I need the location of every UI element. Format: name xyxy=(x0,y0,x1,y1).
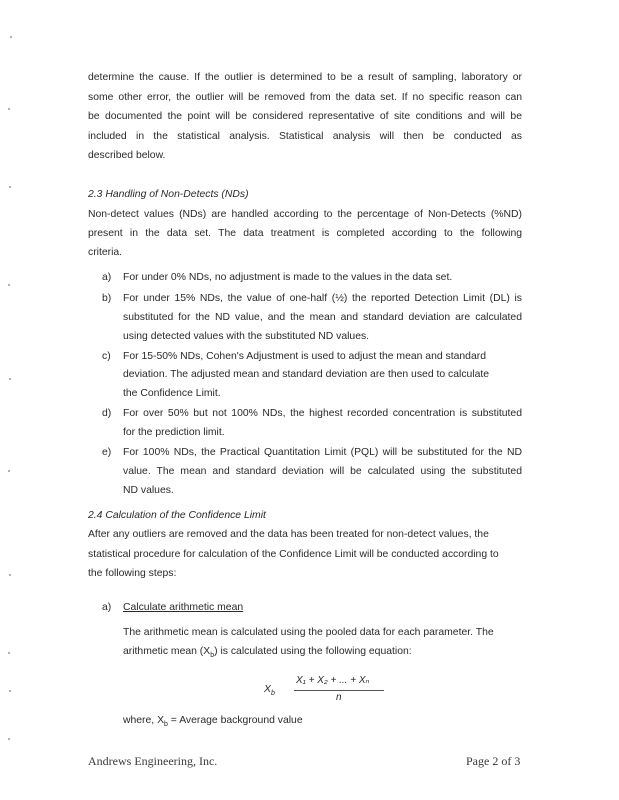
text-run: ) is calculated using the following equation: xyxy=(214,646,412,657)
footer-page-number: Page 2 of 3 xyxy=(466,754,521,768)
list-marker: e) xyxy=(102,447,112,458)
scan-artifact xyxy=(8,470,10,472)
section-heading: 2.4 Calculation of the Confidence Limit xyxy=(88,510,266,521)
list-item-line: using detected values with the substituted ND values. xyxy=(123,331,370,342)
paragraph-line: present in the data set. The data treatment is completed according to the following xyxy=(88,228,522,239)
equation-numerator: X₁ + X₂ + ... + Xₙ xyxy=(296,675,370,686)
paragraph-line: The arithmetic mean is calculated using the pooled data for each parameter. The xyxy=(123,627,494,638)
paragraph-line: be documented the point will be considered representative of site conditions and will be xyxy=(88,111,522,122)
list-item-line: For under 0% NDs, no adjustment is made to the values in the data set. xyxy=(123,272,453,283)
paragraph-line: some other error, the outlier will be removed from the data set. If no specific reason can xyxy=(88,92,522,103)
list-item-line: For 15-50% NDs, Cohen's Adjustment is used to adjust the mean and standard xyxy=(123,351,486,362)
list-item-line: substituted for the ND value, and the mean and standard deviation are calculated xyxy=(123,312,522,323)
text-run: = Average background value xyxy=(167,715,303,726)
text-run: where, X xyxy=(123,715,165,726)
list-item-line: deviation. The adjusted mean and standard deviation are then used to calculate xyxy=(123,369,490,380)
paragraph-line xyxy=(123,714,303,731)
equation-denominator: n xyxy=(336,692,342,703)
footer-company: Andrews Engineering, Inc. xyxy=(88,754,218,768)
list-item-line: value. The mean and standard deviation will be calculated using the substituted xyxy=(123,466,522,477)
scan-artifact xyxy=(9,378,11,380)
scan-artifact xyxy=(8,738,10,740)
list-marker: a) xyxy=(102,272,112,283)
paragraph-line: After any outliers are removed and the data has been treated for non-detect values, the xyxy=(88,529,489,540)
scan-artifact xyxy=(8,284,10,286)
scan-artifact xyxy=(9,690,11,692)
list-item-line: ND values. xyxy=(123,485,174,496)
paragraph-line: statistical procedure for calculation of the Confidence Limit will be conducted according to xyxy=(88,549,499,560)
list-marker: a) xyxy=(102,602,112,613)
scan-artifact xyxy=(9,186,11,188)
subscript: b xyxy=(210,652,215,660)
text-run: arithmetic mean (X xyxy=(123,646,211,657)
paragraph-line: the following steps: xyxy=(88,568,177,579)
list-marker: b) xyxy=(102,293,112,304)
paragraph-line: described below. xyxy=(88,150,166,161)
list-item-line: for the prediction limit. xyxy=(123,427,225,438)
scan-artifact xyxy=(8,108,10,110)
subscript: b xyxy=(164,721,168,729)
paragraph-line: Non-detect values (NDs) are handled according to the percentage of Non-Detects (%ND) xyxy=(88,209,522,220)
paragraph-line: determine the cause. If the outlier is determined to be a result of sampling, laboratory or xyxy=(88,72,522,83)
paragraph-line xyxy=(123,645,412,662)
equation-lhs xyxy=(264,684,275,697)
scan-artifact xyxy=(8,652,10,654)
step-title: Calculate arithmetic mean xyxy=(123,602,244,613)
scan-artifact xyxy=(10,36,12,38)
list-marker: d) xyxy=(102,408,112,419)
paragraph-line: included in the statistical analysis. Statistical analysis will then be conducted as xyxy=(88,131,522,142)
list-item-line: For under 15% NDs, the value of one-half (½) the reported Detection Limit (DL) is xyxy=(123,293,522,304)
fraction-bar xyxy=(294,690,384,691)
list-item-line: For over 50% but not 100% NDs, the highest recorded concentration is substituted xyxy=(123,408,522,419)
scan-artifact xyxy=(9,574,11,576)
section-heading: 2.3 Handling of Non-Detects (NDs) xyxy=(88,189,249,200)
paragraph-line: criteria. xyxy=(88,247,123,258)
list-item-line: For 100% NDs, the Practical Quantitation Limit (PQL) will be substituted for the ND xyxy=(123,447,522,458)
equation-variable: X xyxy=(264,684,271,695)
subscript: b xyxy=(270,690,275,698)
list-item-line: the Confidence Limit. xyxy=(123,388,221,399)
list-marker: c) xyxy=(102,351,111,362)
